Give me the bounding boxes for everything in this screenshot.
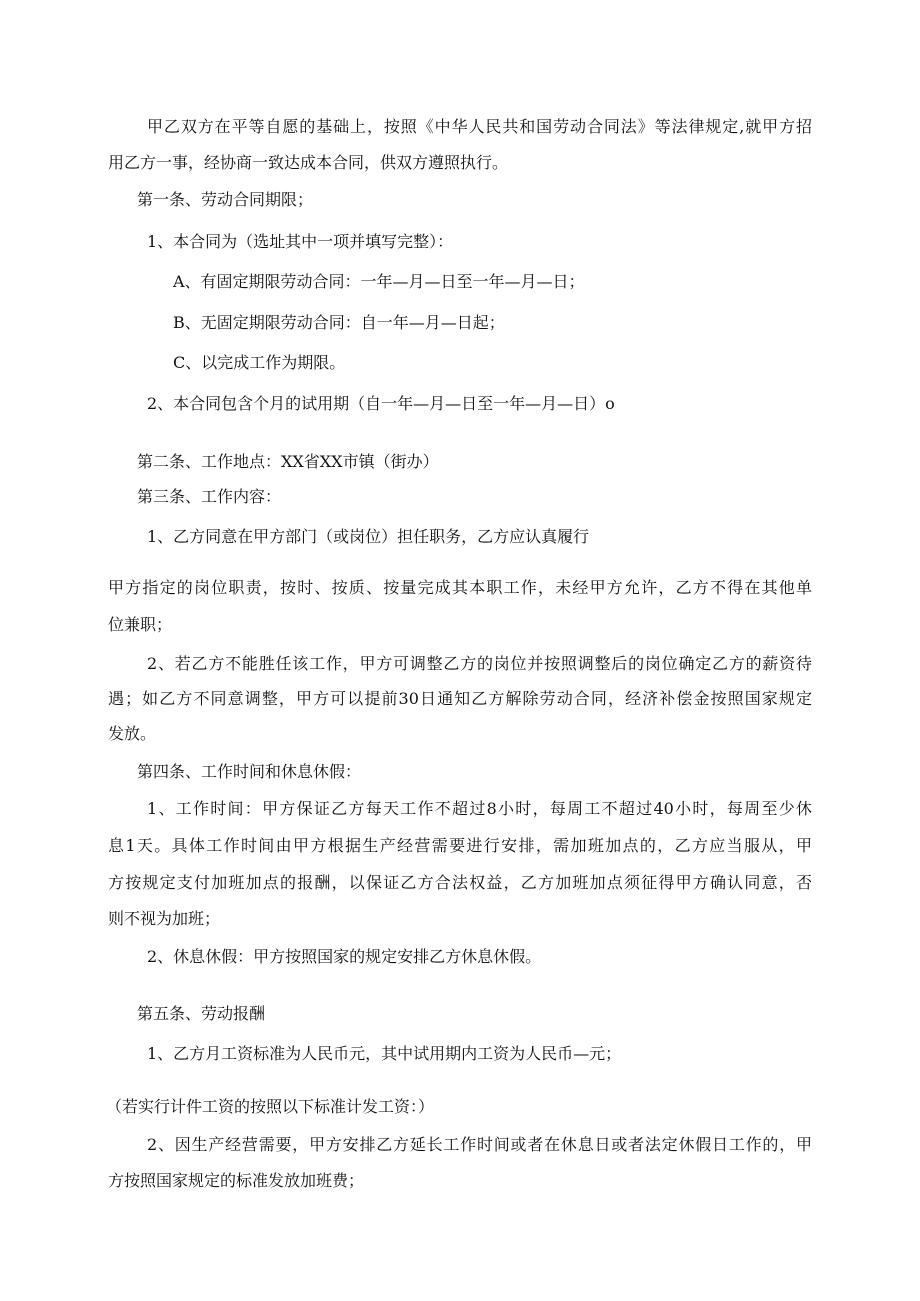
- article-1-option-a: A、有固定期限劳动合同：一年—月—日至一年—月—日；: [173, 272, 585, 291]
- article-3-item-1-line-2: 甲方指定的岗位职责，按时、按质、按量完成其本职工作，未经甲方允许，乙方不得在其他单: [108, 578, 812, 597]
- article-4-heading: 第四条、工作时间和休息休假：: [137, 762, 362, 781]
- article-5-item-2-line-1: 2、因生产经营需要，甲方安排乙方延长工作时间或者在休息日或者法定休假日工作的，甲: [147, 1135, 812, 1154]
- article-5-item-1: 1、乙方月工资标准为人民币元，其中试用期内工资为人民币—元；: [147, 1044, 622, 1063]
- article-3-heading: 第三条、工作内容：: [137, 487, 282, 506]
- article-5-note: （若实行计件工资的按照以下标准计发工资：）: [106, 1097, 435, 1116]
- intro-line-2: 用乙方一事，经协商一致达成本合同，供双方遵照执行。: [108, 153, 509, 172]
- article-1-item-2: 2、本合同包含个月的试用期（自一年—月—日至一年—月—日）o: [147, 394, 615, 413]
- article-3-item-1-line-1: 1、乙方同意在甲方部门（或岗位）担任职务，乙方应认真履行: [147, 527, 590, 546]
- article-4-item-1-line-2: 息1天。具体工作时间由甲方根据生产经营需要进行安排，需加班加点的，乙方应当服从，甲: [108, 836, 812, 855]
- article-3-item-2-line-1: 2、若乙方不能胜任该工作，甲方可调整乙方的岗位并按照调整后的岗位确定乙方的薪资待: [147, 654, 812, 673]
- article-3-item-2-line-3: 发放。: [108, 724, 157, 743]
- article-4-item-2: 2、休息休假：甲方按照国家的规定安排乙方休息休假。: [147, 947, 542, 966]
- article-1-item-1: 1、本合同为（选址其中一项并填写完整）：: [147, 232, 454, 251]
- article-5-heading: 第五条、劳动报酬: [137, 1004, 266, 1023]
- article-4-item-1-line-3: 方按规定支付加班加点的报酬，以保证乙方合法权益，乙方加班加点须征得甲方确认同意，否: [108, 873, 812, 892]
- article-2-heading: 第二条、工作地点：XX省XX市镇（街办）: [137, 452, 439, 471]
- article-3-item-1-line-3: 位兼职；: [108, 615, 173, 634]
- article-1-option-b: B、无固定期限劳动合同：自一年—月—日起；: [173, 313, 505, 332]
- article-4-item-1-line-4: 则不视为加班；: [108, 909, 221, 928]
- article-3-item-2-line-2: 遇；如乙方不同意调整，甲方可以提前30日通知乙方解除劳动合同，经济补偿金按照国家规定: [108, 689, 812, 708]
- article-1-heading: 第一条、劳动合同期限；: [137, 190, 314, 209]
- article-5-item-2-line-2: 方按照国家规定的标准发放加班费；: [108, 1171, 365, 1190]
- article-4-item-1-line-1: 1、工作时间：甲方保证乙方每天工作不超过8小时，每周工不超过40小时，每周至少休: [147, 799, 812, 818]
- intro-line-1: 甲乙双方在平等自愿的基础上，按照《中华人民共和国劳动合同法》等法律规定,就甲方招: [147, 117, 812, 136]
- article-1-option-c: C、以完成工作为期限。: [173, 353, 346, 372]
